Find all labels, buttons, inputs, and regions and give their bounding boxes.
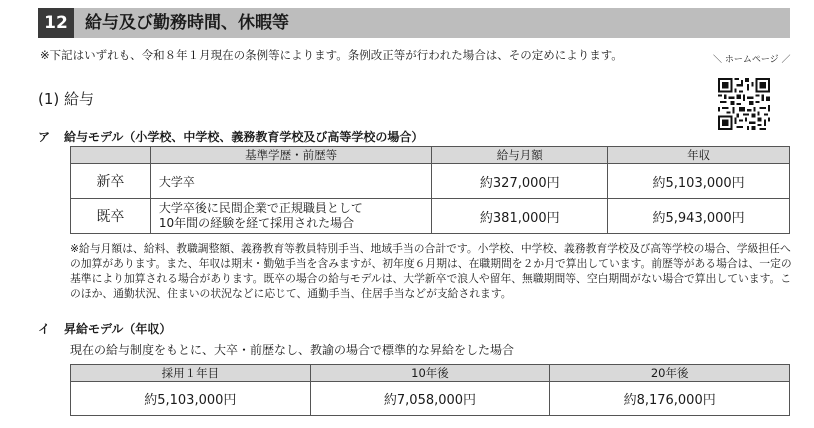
subsection-marker: ア [38, 130, 51, 144]
table-header-cell: 10年後 [310, 365, 550, 382]
subsection-title: 給与モデル（小学校、中学校、義務教育学校及び高等学校の場合） [64, 130, 424, 144]
annual-income-cell: 約8,176,000円 [550, 382, 790, 416]
raise-model-description: 現在の給与制度をもとに、大卒・前歴なし、教諭の場合で標準的な昇給をした場合 [70, 343, 515, 357]
table-header-row [71, 147, 790, 164]
table-header-cell: 基準学歴・前歴等 [150, 147, 432, 164]
row-label: 既卒 [71, 199, 151, 234]
annual-income-cell: 約5,103,000円 [71, 382, 311, 416]
notice-text: ※下記はいずれも、令和８年１月現在の条例等によります。条例改正等が行われた場合は、その定めによります。 [40, 48, 623, 62]
subsection-marker: イ [38, 322, 51, 336]
table-header-cell: 給与月額 [432, 147, 608, 164]
qualification-cell: 大学卒後に民間企業で正規職員として 10年間の経験を経て採用された場合 [150, 199, 432, 234]
annual-income-cell: 約7,058,000円 [310, 382, 550, 416]
homepage-label: ＼ ホームページ ／ [713, 55, 791, 65]
table-header-row [71, 365, 790, 382]
table-header-cell: 年収 [608, 147, 790, 164]
annual-salary-cell: 約5,943,000円 [608, 199, 790, 234]
section-heading-salary: (1) 給与 [38, 90, 95, 108]
raise-model-table [70, 364, 790, 416]
table-row [71, 382, 790, 416]
section-header [38, 8, 790, 38]
table-row [71, 164, 790, 199]
annual-salary-cell: 約5,103,000円 [608, 164, 790, 199]
section-number: 12 [38, 8, 74, 38]
section-title: 給与及び勤務時間、休暇等 [85, 13, 289, 33]
monthly-salary-cell: 約327,000円 [432, 164, 608, 199]
subsection-title: 昇給モデル（年収） [64, 322, 172, 336]
monthly-salary-cell: 約381,000円 [432, 199, 608, 234]
table-header-cell: 20年後 [550, 365, 790, 382]
table-header-cell [71, 147, 151, 164]
table-row [71, 199, 790, 234]
table-header-cell: 採用１年目 [71, 365, 311, 382]
subsection-raise-model [38, 320, 171, 337]
row-label: 新卒 [71, 164, 151, 199]
subsection-salary-model [38, 128, 423, 145]
qualification-cell: 大学卒 [150, 164, 432, 199]
qr-code-icon[interactable] [718, 78, 770, 130]
salary-footnote: ※給与月額は、給料、教職調整額、義務教育等教員特別手当、地域手当の合計です。小学校、中学校、義務教育学校及び高等学校の場合、学級担任への加算があります。また、年収は期末・勤勉手当を含みますが、初年度６月期は、在職期間を２か月で算出しています。前歴等がある場合は、一定の基準により加算される場合があります。既卒の場合の給与モデルは、大学新卒で浪人や留年、無職期間等、空白期間がない場合で算出しています。このほか、通勤状況、住まいの状況などに応じて、通勤手当、住居手当などが支給されます。 [70, 242, 792, 300]
salary-model-table [70, 146, 790, 234]
